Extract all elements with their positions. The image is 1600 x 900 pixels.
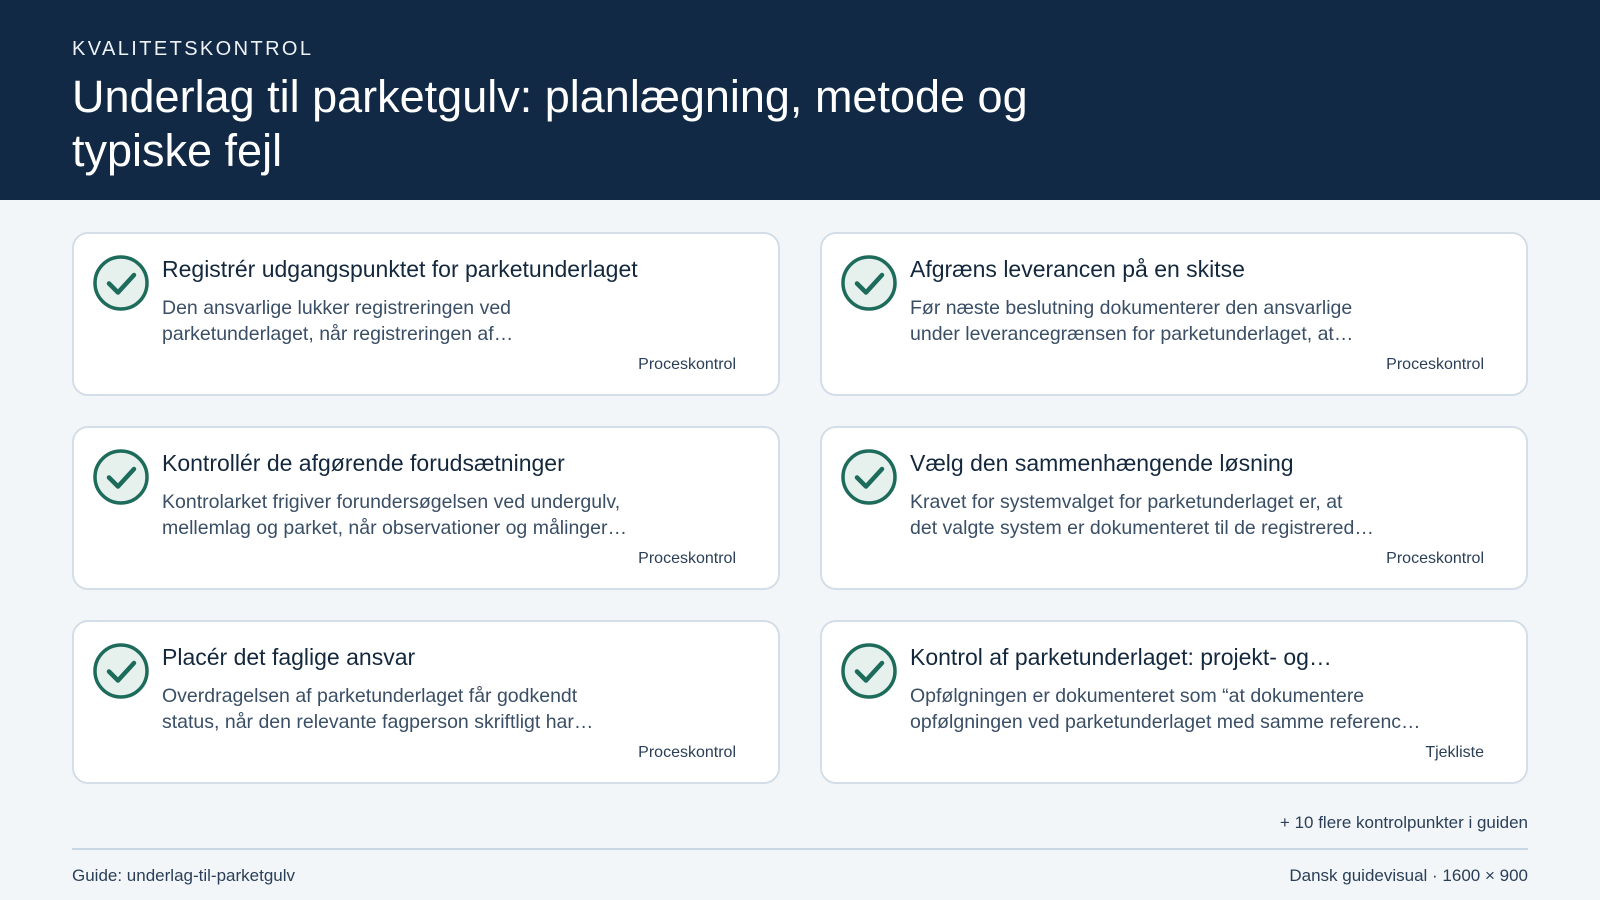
description-line: Overdragelsen af parketunderlaget får godkendt	[162, 685, 578, 707]
checkpoint-title: Registrér udgangspunktet for parketunderlaget	[162, 256, 638, 282]
checkpoint-card	[72, 232, 780, 396]
check-circle-icon	[92, 642, 150, 700]
check-circle-icon	[92, 448, 150, 506]
description-line: Den ansvarlige lukker registreringen ved	[162, 297, 512, 319]
checkpoint-card	[820, 232, 1528, 396]
description-line: status, når den relevante fagperson skriftligt har…	[162, 711, 594, 733]
checkpoint-card	[72, 426, 780, 590]
checkpoint-description	[910, 489, 1470, 541]
checkpoint-card	[820, 620, 1528, 784]
description-line: mellemlag og parket, når observationer og målinger…	[162, 517, 627, 539]
checkpoint-tag: Proceskontrol	[638, 744, 736, 761]
check-circle-icon	[840, 448, 898, 506]
checkpoint-description	[910, 683, 1470, 735]
checkpoint-description	[162, 489, 722, 541]
description-line: Før næste beslutning dokumenterer den ansvarlige	[910, 297, 1353, 319]
footer-divider	[72, 848, 1528, 850]
checkpoint-description	[162, 295, 722, 347]
checkpoint-card	[820, 426, 1528, 590]
description-line: det valgte system er dokumenteret til de registrered…	[910, 517, 1374, 539]
description-line: Kravet for systemvalget for parketunderlaget er, at	[910, 491, 1343, 513]
description-line: under leverancegrænsen for parketunderlaget, at…	[910, 323, 1354, 345]
checkpoint-card	[72, 620, 780, 784]
checkpoint-tag: Proceskontrol	[1386, 550, 1484, 567]
checkpoint-tag: Proceskontrol	[638, 550, 736, 567]
description-line: opfølgningen ved parketunderlaget med samme referenc…	[910, 711, 1421, 733]
checkpoint-tag: Tjekliste	[1425, 744, 1484, 761]
checkpoint-description	[910, 295, 1470, 347]
checkpoint-grid	[72, 232, 1528, 784]
checkpoint-tag: Proceskontrol	[1386, 356, 1484, 373]
check-circle-icon	[840, 642, 898, 700]
footer-guide-label: Guide: underlag-til-parketgulv	[72, 866, 296, 885]
eyebrow-label: KVALITETSKONTROL	[72, 38, 314, 60]
description-line: Opfølgningen er dokumenteret som “at dokumentere	[910, 685, 1365, 707]
check-circle-icon	[840, 254, 898, 312]
page-title: Underlag til parketgulv: planlægning, metode og typiske fejl	[72, 71, 1028, 176]
checkpoint-title: Afgræns leverancen på en skitse	[910, 256, 1245, 282]
more-checkpoints-link[interactable]: + 10 flere kontrolpunkter i guiden	[1279, 813, 1528, 832]
checkpoint-title: Vælg den sammenhængende løsning	[910, 450, 1294, 476]
description-line: Kontrolarket frigiver forundersøgelsen ved undergulv,	[162, 491, 621, 513]
checkpoint-title: Kontrollér de afgørende forudsætninger	[162, 450, 565, 476]
check-circle-icon	[92, 254, 150, 312]
checkpoint-description	[162, 683, 722, 735]
checkpoint-tag: Proceskontrol	[638, 356, 736, 373]
footer-credit-label: Dansk guidevisual · 1600 × 900	[1289, 866, 1528, 885]
checkpoint-title: Placér det faglige ansvar	[162, 644, 416, 670]
checkpoint-title: Kontrol af parketunderlaget: projekt- og…	[910, 644, 1332, 670]
description-line: parketunderlaget, når registreringen af…	[162, 323, 514, 345]
header-banner	[0, 0, 1600, 200]
